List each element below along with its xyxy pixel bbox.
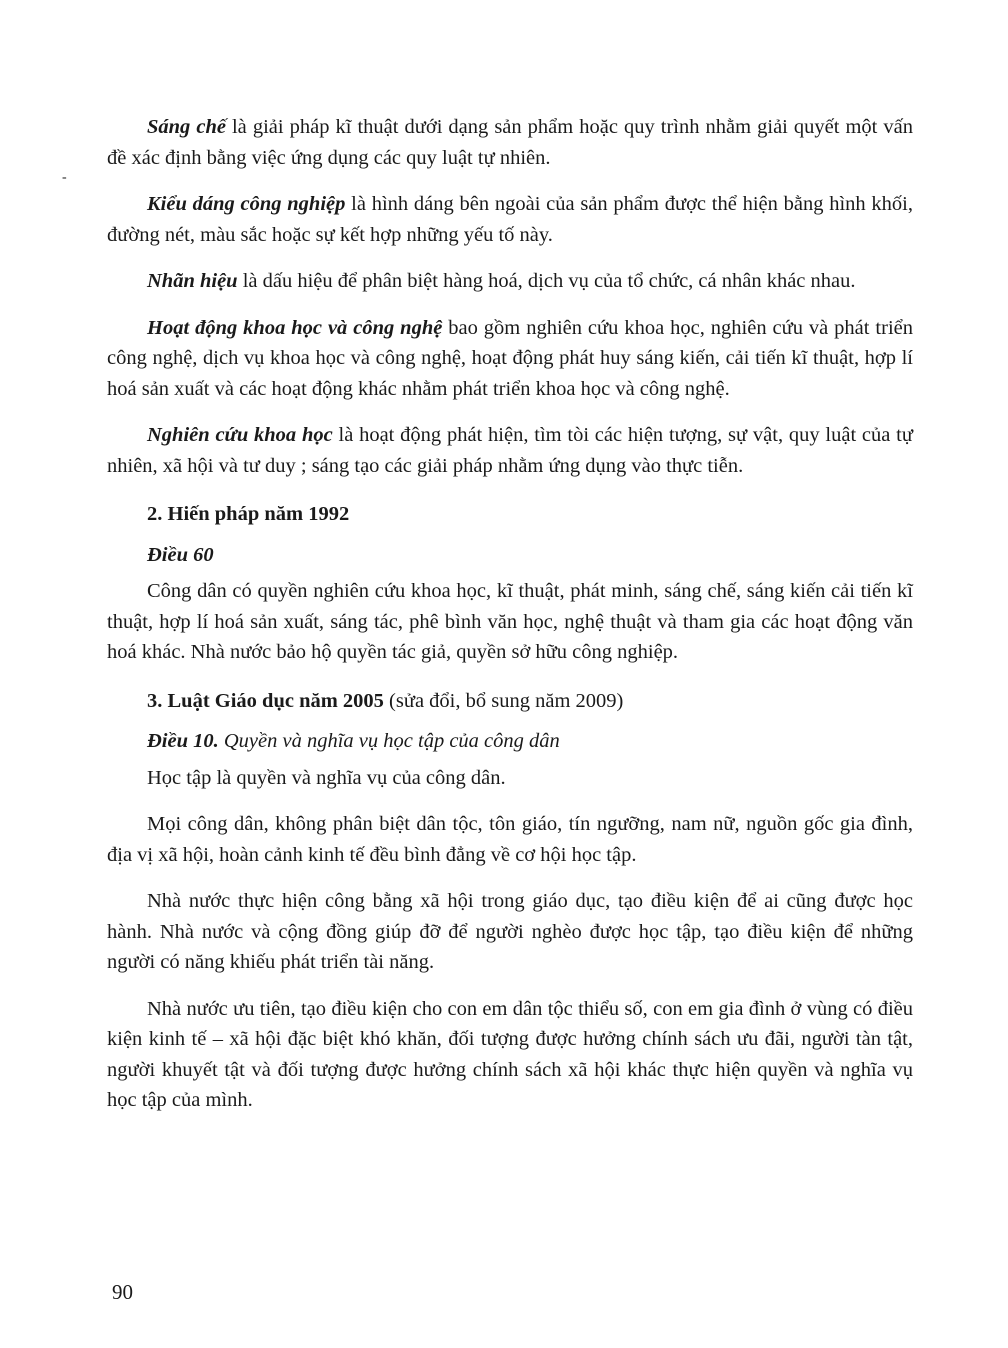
definition-text: là giải pháp kĩ thuật dưới dạng sản phẩm hoặc quy trình nhằm giải quyết một vấn đề xác định bằng việc ứng dụng các quy luật tự nhiên. [107,116,914,169]
article-label [107,540,913,571]
definition-sang-che [107,112,913,173]
definition-kieu-dang [107,189,913,250]
section-title: 3. Luật Giáo dục năm 2005 [147,689,384,712]
paragraph: Nhà nước ưu tiên, tạo điều kiện cho con em dân tộc thiểu số, con em gia đình ở vùng có điều kiện kinh tế – xã hội đặc biệt khó khăn, đối tượng được hưởng chính sách ưu đãi, người tàn tật, người khuyết tật và đối tượng được hưởng chính sách xã hội khác thực hiện quyền và nghĩa vụ học tập của mình. [107,997,913,1111]
section-heading [107,686,913,717]
paragraph: Nhà nước thực hiện công bằng xã hội trong giáo dục, tạo điều kiện để ai cũng được học hành. Nhà nước và cộng đồng giúp đỡ để người nghèo được học tập, tạo điều kiện để những người có năng khiếu phát triển tài năng. [107,890,913,973]
page-number: 90 [112,1280,133,1304]
paragraph: Học tập là quyền và nghĩa vụ của công dân. [147,766,506,789]
definition-nghien-cuu [107,420,913,481]
article-body: Công dân có quyền nghiên cứu khoa học, kĩ thuật, phát minh, sáng chế, sáng kiến cải tiến kĩ thuật, hợp lí hoá sản xuất, sáng tác, phê bình văn học, nghệ thuật và tham gia các hoạt động văn hoá khác. Nhà nước bảo hộ quyền tác giả, quyền sở hữu công nghiệp. [107,580,913,663]
article-number: Điều 10. [147,730,219,752]
definition-text: là hoạt động phát hiện, tìm tòi các hiện tượng, sự vật, quy luật của tự nhiên, xã hội và tư duy ; sáng tạo các giải pháp nhằm ứng dụng vào thực tiễn. [107,424,913,477]
section-note: (sửa đổi, bổ sung năm 2009) [383,689,624,712]
term: Nghiên cứu khoa học [147,424,333,446]
margin-mark: - [62,170,67,185]
article-label [107,726,913,757]
term: Sáng chế [147,116,226,138]
definition-nhan-hieu [107,266,913,297]
definition-text: là dấu hiệu để phân biệt hàng hoá, dịch vụ của tổ chức, cá nhân khác nhau. [237,270,856,292]
definition-hoat-dong [107,313,913,405]
definition-text: bao gồm nghiên cứu khoa học, nghiên cứu và phát triển công nghệ, dịch vụ khoa học và công nghệ, hoạt động phát huy sáng kiến, cải tiến kĩ thuật, hợp lí hoá sản xuất và các hoạt động khác nhằm phát triển khoa học và công nghệ. [107,316,913,400]
paragraph: Mọi công dân, không phân biệt dân tộc, tôn giáo, tín ngưỡng, nam nữ, nguồn gốc gia đình, địa vị xã hội, hoàn cảnh kinh tế đều bình đẳng về cơ hội học tập. [107,813,913,866]
term: Nhãn hiệu [147,270,238,292]
article-title: Quyền và nghĩa vụ học tập của công dân [218,730,560,752]
document-page [107,112,913,1132]
term: Kiểu dáng công nghiệp [147,193,346,215]
section-heading: 2. Hiến pháp năm 1992 [147,503,350,525]
definition-text: là hình dáng bên ngoài của sản phẩm được thể hiện bằng hình khối, đường nét, màu sắc hoặc sự kết hợp những yếu tố này. [107,193,913,246]
term: Hoạt động khoa học và công nghệ [147,316,443,339]
article-number: Điều 60 [147,543,214,566]
